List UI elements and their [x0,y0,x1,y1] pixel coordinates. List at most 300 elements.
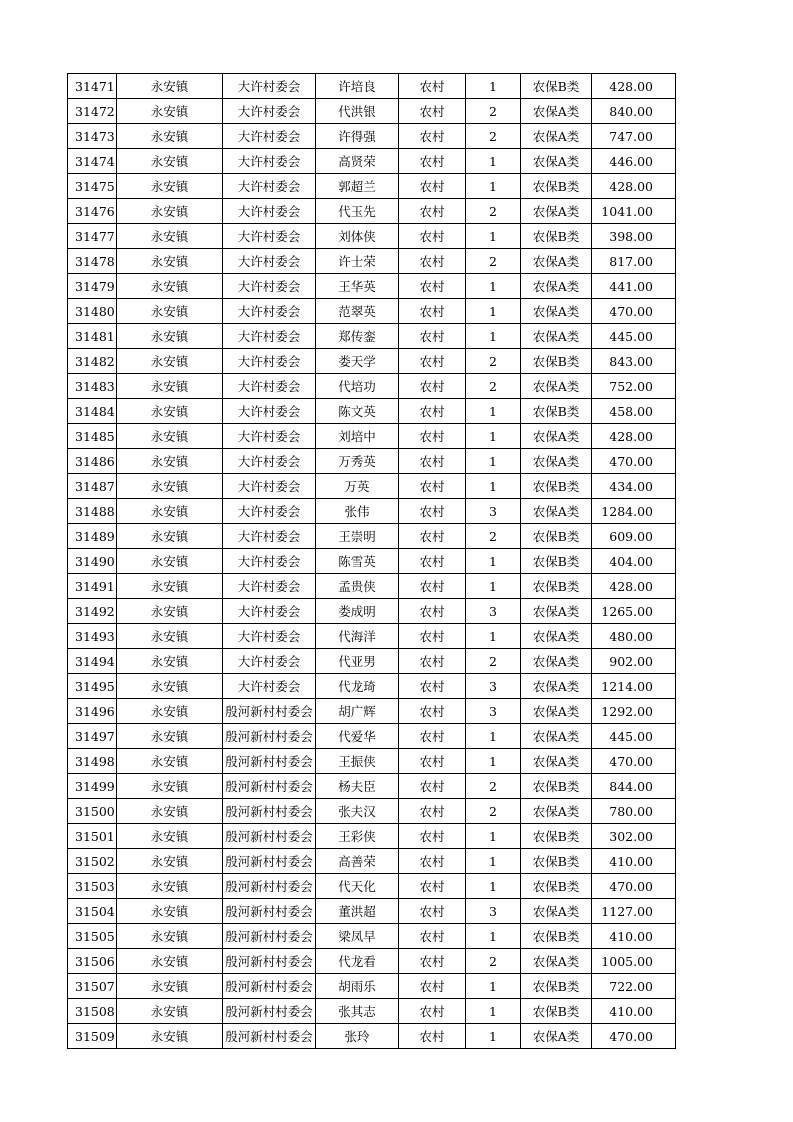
area-type-cell: 农村 [399,599,466,624]
table-row [68,624,676,649]
village-cell: 殷河新村村委会 [223,949,316,974]
id-cell: 31497 [68,724,117,749]
household-count-cell: 1 [466,424,521,449]
village-cell: 大许村委会 [223,199,316,224]
table-row [68,124,676,149]
area-type-cell: 农村 [399,274,466,299]
area-type-cell: 农村 [399,499,466,524]
household-count-cell: 1 [466,724,521,749]
area-type-cell: 农村 [399,449,466,474]
table-row [68,149,676,174]
amount-cell: 458.00 [592,399,676,424]
name-cell: 代龙琦 [316,674,399,699]
table-row [68,599,676,624]
household-count-cell: 1 [466,449,521,474]
town-cell: 永安镇 [117,874,223,899]
village-cell: 殷河新村村委会 [223,974,316,999]
category-cell: 农保A类 [521,449,592,474]
amount-cell: 1284.00 [592,499,676,524]
name-cell: 代海洋 [316,624,399,649]
table-row [68,899,676,924]
category-cell: 农保A类 [521,749,592,774]
village-cell: 大许村委会 [223,524,316,549]
household-count-cell: 1 [466,924,521,949]
id-cell: 31506 [68,949,117,974]
name-cell: 刘体侠 [316,224,399,249]
town-cell: 永安镇 [117,824,223,849]
table-row [68,999,676,1024]
village-cell: 大许村委会 [223,349,316,374]
amount-cell: 470.00 [592,1024,676,1049]
id-cell: 31495 [68,674,117,699]
town-cell: 永安镇 [117,274,223,299]
name-cell: 代龙看 [316,949,399,974]
town-cell: 永安镇 [117,524,223,549]
household-count-cell: 1 [466,849,521,874]
table-row [68,674,676,699]
town-cell: 永安镇 [117,399,223,424]
records-table [67,73,676,1049]
name-cell: 陈雪英 [316,549,399,574]
name-cell: 许培良 [316,74,399,99]
id-cell: 31504 [68,899,117,924]
name-cell: 万英 [316,474,399,499]
area-type-cell: 农村 [399,174,466,199]
amount-cell: 428.00 [592,424,676,449]
village-cell: 殷河新村村委会 [223,899,316,924]
town-cell: 永安镇 [117,449,223,474]
name-cell: 张夫汉 [316,799,399,824]
id-cell: 31487 [68,474,117,499]
name-cell: 张玲 [316,1024,399,1049]
id-cell: 31485 [68,424,117,449]
household-count-cell: 2 [466,649,521,674]
village-cell: 大许村委会 [223,299,316,324]
area-type-cell: 农村 [399,349,466,374]
household-count-cell: 1 [466,74,521,99]
amount-cell: 1214.00 [592,674,676,699]
area-type-cell: 农村 [399,1024,466,1049]
village-cell: 大许村委会 [223,549,316,574]
village-cell: 殷河新村村委会 [223,749,316,774]
amount-cell: 1041.00 [592,199,676,224]
category-cell: 农保A类 [521,499,592,524]
name-cell: 代亚男 [316,649,399,674]
name-cell: 陈文英 [316,399,399,424]
village-cell: 大许村委会 [223,249,316,274]
amount-cell: 446.00 [592,149,676,174]
category-cell: 农保A类 [521,724,592,749]
household-count-cell: 2 [466,249,521,274]
area-type-cell: 农村 [399,199,466,224]
village-cell: 大许村委会 [223,574,316,599]
amount-cell: 1292.00 [592,699,676,724]
table-row [68,224,676,249]
table-row [68,799,676,824]
household-count-cell: 2 [466,124,521,149]
table-row [68,449,676,474]
village-cell: 大许村委会 [223,324,316,349]
name-cell: 王华英 [316,274,399,299]
id-cell: 31486 [68,449,117,474]
town-cell: 永安镇 [117,299,223,324]
amount-cell: 722.00 [592,974,676,999]
table-row [68,174,676,199]
id-cell: 31476 [68,199,117,224]
amount-cell: 844.00 [592,774,676,799]
category-cell: 农保B类 [521,849,592,874]
name-cell: 万秀英 [316,449,399,474]
town-cell: 永安镇 [117,224,223,249]
household-count-cell: 1 [466,324,521,349]
id-cell: 31490 [68,549,117,574]
amount-cell: 780.00 [592,799,676,824]
category-cell: 农保B类 [521,574,592,599]
table-row [68,724,676,749]
town-cell: 永安镇 [117,774,223,799]
area-type-cell: 农村 [399,749,466,774]
town-cell: 永安镇 [117,474,223,499]
amount-cell: 752.00 [592,374,676,399]
table-row [68,299,676,324]
table-row [68,749,676,774]
town-cell: 永安镇 [117,599,223,624]
category-cell: 农保B类 [521,524,592,549]
village-cell: 大许村委会 [223,599,316,624]
area-type-cell: 农村 [399,399,466,424]
area-type-cell: 农村 [399,299,466,324]
town-cell: 永安镇 [117,74,223,99]
household-count-cell: 2 [466,949,521,974]
name-cell: 郑传銮 [316,324,399,349]
amount-cell: 302.00 [592,824,676,849]
amount-cell: 410.00 [592,999,676,1024]
category-cell: 农保A类 [521,374,592,399]
household-count-cell: 2 [466,199,521,224]
id-cell: 31479 [68,274,117,299]
category-cell: 农保A类 [521,199,592,224]
town-cell: 永安镇 [117,174,223,199]
table-row [68,849,676,874]
town-cell: 永安镇 [117,99,223,124]
id-cell: 31474 [68,149,117,174]
amount-cell: 470.00 [592,449,676,474]
household-count-cell: 3 [466,674,521,699]
category-cell: 农保A类 [521,124,592,149]
table-row [68,974,676,999]
table-row [68,274,676,299]
area-type-cell: 农村 [399,824,466,849]
category-cell: 农保B类 [521,999,592,1024]
household-count-cell: 1 [466,549,521,574]
town-cell: 永安镇 [117,949,223,974]
id-cell: 31494 [68,649,117,674]
household-count-cell: 1 [466,749,521,774]
name-cell: 代洪银 [316,99,399,124]
household-count-cell: 1 [466,874,521,899]
household-count-cell: 2 [466,374,521,399]
household-count-cell: 2 [466,774,521,799]
village-cell: 大许村委会 [223,374,316,399]
town-cell: 永安镇 [117,324,223,349]
table-row [68,474,676,499]
amount-cell: 428.00 [592,574,676,599]
id-cell: 31483 [68,374,117,399]
category-cell: 农保B类 [521,874,592,899]
household-count-cell: 3 [466,599,521,624]
category-cell: 农保B类 [521,924,592,949]
name-cell: 孟贵侠 [316,574,399,599]
village-cell: 大许村委会 [223,624,316,649]
village-cell: 大许村委会 [223,499,316,524]
area-type-cell: 农村 [399,799,466,824]
household-count-cell: 1 [466,274,521,299]
village-cell: 大许村委会 [223,649,316,674]
village-cell: 大许村委会 [223,224,316,249]
village-cell: 大许村委会 [223,99,316,124]
category-cell: 农保B类 [521,399,592,424]
town-cell: 永安镇 [117,674,223,699]
village-cell: 大许村委会 [223,74,316,99]
category-cell: 农保A类 [521,299,592,324]
category-cell: 农保B类 [521,349,592,374]
category-cell: 农保A类 [521,99,592,124]
name-cell: 胡广辉 [316,699,399,724]
household-count-cell: 1 [466,224,521,249]
town-cell: 永安镇 [117,149,223,174]
category-cell: 农保A类 [521,599,592,624]
area-type-cell: 农村 [399,624,466,649]
village-cell: 殷河新村村委会 [223,724,316,749]
amount-cell: 445.00 [592,724,676,749]
household-count-cell: 1 [466,999,521,1024]
amount-cell: 470.00 [592,874,676,899]
town-cell: 永安镇 [117,574,223,599]
category-cell: 农保B类 [521,549,592,574]
amount-cell: 434.00 [592,474,676,499]
table-row [68,824,676,849]
household-count-cell: 3 [466,499,521,524]
household-count-cell: 3 [466,899,521,924]
town-cell: 永安镇 [117,624,223,649]
village-cell: 殷河新村村委会 [223,774,316,799]
town-cell: 永安镇 [117,749,223,774]
name-cell: 梁凤早 [316,924,399,949]
category-cell: 农保B类 [521,474,592,499]
name-cell: 张其志 [316,999,399,1024]
village-cell: 殷河新村村委会 [223,699,316,724]
id-cell: 31496 [68,699,117,724]
town-cell: 永安镇 [117,199,223,224]
amount-cell: 817.00 [592,249,676,274]
id-cell: 31491 [68,574,117,599]
id-cell: 31509 [68,1024,117,1049]
table-row [68,574,676,599]
name-cell: 代天化 [316,874,399,899]
amount-cell: 1127.00 [592,899,676,924]
category-cell: 农保B类 [521,74,592,99]
household-count-cell: 2 [466,99,521,124]
household-count-cell: 1 [466,624,521,649]
town-cell: 永安镇 [117,649,223,674]
table-row [68,399,676,424]
category-cell: 农保A类 [521,674,592,699]
area-type-cell: 农村 [399,699,466,724]
name-cell: 范翠英 [316,299,399,324]
town-cell: 永安镇 [117,849,223,874]
village-cell: 大许村委会 [223,399,316,424]
amount-cell: 410.00 [592,849,676,874]
table-row [68,524,676,549]
category-cell: 农保A类 [521,649,592,674]
village-cell: 殷河新村村委会 [223,824,316,849]
village-cell: 大许村委会 [223,449,316,474]
name-cell: 董洪超 [316,899,399,924]
table-row [68,249,676,274]
id-cell: 31492 [68,599,117,624]
table-row [68,949,676,974]
area-type-cell: 农村 [399,849,466,874]
area-type-cell: 农村 [399,999,466,1024]
category-cell: 农保A类 [521,249,592,274]
town-cell: 永安镇 [117,1024,223,1049]
area-type-cell: 农村 [399,424,466,449]
area-type-cell: 农村 [399,874,466,899]
town-cell: 永安镇 [117,374,223,399]
id-cell: 31471 [68,74,117,99]
id-cell: 31477 [68,224,117,249]
category-cell: 农保B类 [521,224,592,249]
town-cell: 永安镇 [117,499,223,524]
town-cell: 永安镇 [117,799,223,824]
name-cell: 高贤荣 [316,149,399,174]
table-row [68,699,676,724]
category-cell: 农保A类 [521,424,592,449]
name-cell: 胡雨乐 [316,974,399,999]
town-cell: 永安镇 [117,424,223,449]
table-row [68,874,676,899]
name-cell: 娄成明 [316,599,399,624]
name-cell: 高善荣 [316,849,399,874]
household-count-cell: 1 [466,299,521,324]
town-cell: 永安镇 [117,724,223,749]
area-type-cell: 农村 [399,774,466,799]
category-cell: 农保A类 [521,324,592,349]
area-type-cell: 农村 [399,974,466,999]
area-type-cell: 农村 [399,549,466,574]
area-type-cell: 农村 [399,724,466,749]
village-cell: 大许村委会 [223,474,316,499]
table-row [68,74,676,99]
area-type-cell: 农村 [399,324,466,349]
area-type-cell: 农村 [399,899,466,924]
id-cell: 31499 [68,774,117,799]
village-cell: 殷河新村村委会 [223,999,316,1024]
category-cell: 农保A类 [521,624,592,649]
household-count-cell: 1 [466,974,521,999]
name-cell: 许得强 [316,124,399,149]
area-type-cell: 农村 [399,474,466,499]
town-cell: 永安镇 [117,699,223,724]
household-count-cell: 1 [466,574,521,599]
area-type-cell: 农村 [399,124,466,149]
amount-cell: 410.00 [592,924,676,949]
id-cell: 31489 [68,524,117,549]
category-cell: 农保A类 [521,1024,592,1049]
area-type-cell: 农村 [399,99,466,124]
name-cell: 王崇明 [316,524,399,549]
village-cell: 殷河新村村委会 [223,799,316,824]
amount-cell: 480.00 [592,624,676,649]
amount-cell: 445.00 [592,324,676,349]
table-row [68,499,676,524]
category-cell: 农保B类 [521,824,592,849]
amount-cell: 404.00 [592,549,676,574]
table-row [68,649,676,674]
amount-cell: 428.00 [592,174,676,199]
town-cell: 永安镇 [117,249,223,274]
household-count-cell: 1 [466,474,521,499]
name-cell: 王彩侠 [316,824,399,849]
area-type-cell: 农村 [399,649,466,674]
name-cell: 张伟 [316,499,399,524]
name-cell: 刘培中 [316,424,399,449]
amount-cell: 1005.00 [592,949,676,974]
id-cell: 31482 [68,349,117,374]
category-cell: 农保A类 [521,274,592,299]
amount-cell: 441.00 [592,274,676,299]
table-row [68,349,676,374]
category-cell: 农保B类 [521,774,592,799]
name-cell: 代爱华 [316,724,399,749]
village-cell: 殷河新村村委会 [223,874,316,899]
name-cell: 代玉先 [316,199,399,224]
town-cell: 永安镇 [117,349,223,374]
area-type-cell: 农村 [399,374,466,399]
id-cell: 31502 [68,849,117,874]
village-cell: 大许村委会 [223,149,316,174]
id-cell: 31505 [68,924,117,949]
name-cell: 代培功 [316,374,399,399]
household-count-cell: 3 [466,699,521,724]
village-cell: 殷河新村村委会 [223,1024,316,1049]
village-cell: 大许村委会 [223,124,316,149]
table-row [68,324,676,349]
area-type-cell: 农村 [399,249,466,274]
town-cell: 永安镇 [117,924,223,949]
amount-cell: 609.00 [592,524,676,549]
name-cell: 郭超兰 [316,174,399,199]
name-cell: 许士荣 [316,249,399,274]
amount-cell: 470.00 [592,299,676,324]
id-cell: 31493 [68,624,117,649]
category-cell: 农保A类 [521,799,592,824]
village-cell: 大许村委会 [223,274,316,299]
id-cell: 31501 [68,824,117,849]
amount-cell: 840.00 [592,99,676,124]
area-type-cell: 农村 [399,574,466,599]
amount-cell: 902.00 [592,649,676,674]
table-row [68,924,676,949]
amount-cell: 470.00 [592,749,676,774]
id-cell: 31484 [68,399,117,424]
village-cell: 殷河新村村委会 [223,924,316,949]
household-count-cell: 1 [466,824,521,849]
id-cell: 31508 [68,999,117,1024]
village-cell: 大许村委会 [223,674,316,699]
amount-cell: 843.00 [592,349,676,374]
category-cell: 农保A类 [521,949,592,974]
